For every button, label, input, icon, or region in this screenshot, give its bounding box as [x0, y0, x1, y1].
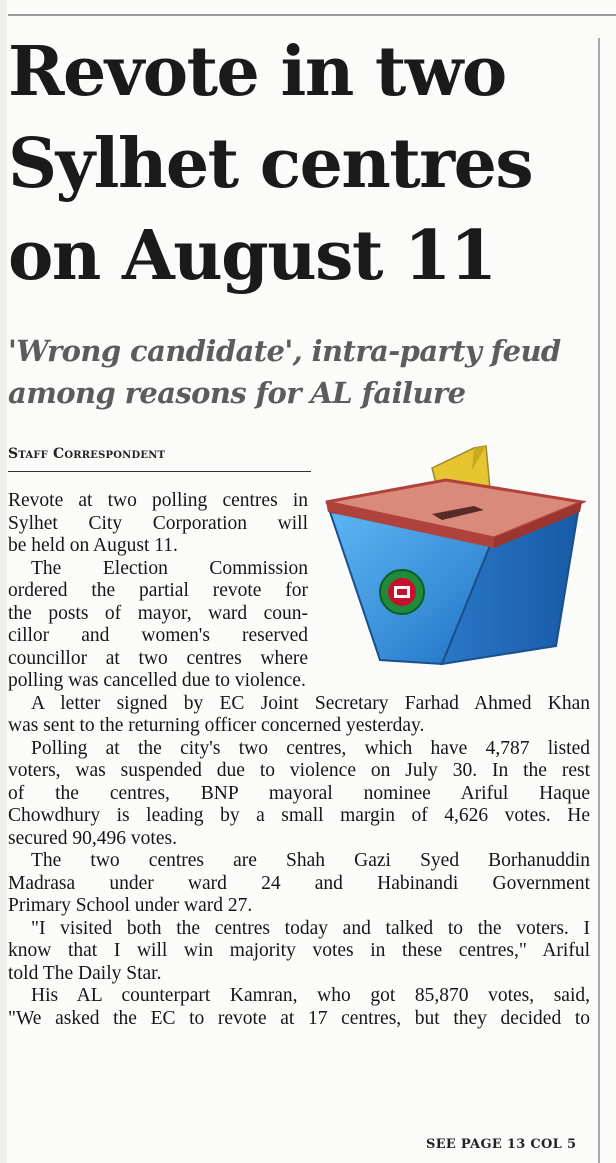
body-line: cillor and women's reserved	[8, 625, 308, 646]
article-body	[8, 490, 590, 1030]
headline	[8, 26, 532, 302]
body-line: was sent to the returning officer concerned yesterday.	[8, 715, 425, 736]
body-line: "We asked the EC to revote at 17 centres, but they decided to	[8, 1007, 590, 1029]
body-line: The two centres are Shah Gazi Syed Borhanuddin	[31, 850, 590, 871]
subhead-line: 'Wrong candidate', intra-party feud	[8, 334, 561, 368]
body-line: The Election Commission	[31, 557, 308, 579]
body-line: His AL counterpart Kamran, who got 85,870 votes, said,	[31, 985, 590, 1006]
body-line: Primary School under ward 27.	[8, 895, 253, 916]
headline-line: Revote in two	[8, 32, 506, 112]
body-line: be held on August 11.	[8, 535, 178, 556]
body-line: told The Daily Star.	[8, 962, 162, 984]
body-line: "I visited both the centres today and talked to the voters. I	[31, 917, 590, 939]
body-line: Polling at the city's two centres, which have 4,787 listed	[31, 737, 590, 759]
top-rule	[8, 14, 616, 16]
body-line: A letter signed by EC Joint Secretary Farhad Ahmed Khan	[31, 692, 590, 714]
body-line: know that I will win majority votes in these centres," Ariful	[8, 940, 590, 961]
subhead-line: among reasons for AL failure	[8, 376, 466, 410]
column-rule	[598, 38, 600, 1163]
subheadline	[8, 330, 561, 414]
body-line: ordered the partial revote for	[8, 580, 308, 601]
body-line: polling was cancelled due to violence.	[8, 670, 306, 691]
body-line: of the centres, BNP mayoral nominee Ariful Haque	[8, 782, 590, 804]
byline-rule	[8, 471, 311, 472]
body-line: Revote at two polling centres in	[8, 490, 308, 511]
headline-line: on August 11	[8, 216, 496, 296]
body-line: Sylhet City Corporation will	[8, 512, 308, 534]
body-line: secured 90,496 votes.	[8, 827, 177, 849]
body-line: Chowdhury is leading by a small margin of 4,626 votes. He	[8, 805, 590, 826]
body-line: Madrasa under ward 24 and Habinandi Government	[8, 872, 590, 894]
jump-line: SEE PAGE 13 COL 5	[426, 1137, 577, 1152]
page-edge	[0, 0, 7, 1163]
body-line: the posts of mayor, ward coun-	[8, 602, 308, 624]
byline: Staff Correspondent	[8, 446, 166, 462]
headline-line: Sylhet centres	[8, 124, 533, 204]
body-line: voters, was suspended due to violence on July 30. In the rest	[8, 760, 590, 781]
body-line: councillor at two centres where	[8, 647, 308, 669]
